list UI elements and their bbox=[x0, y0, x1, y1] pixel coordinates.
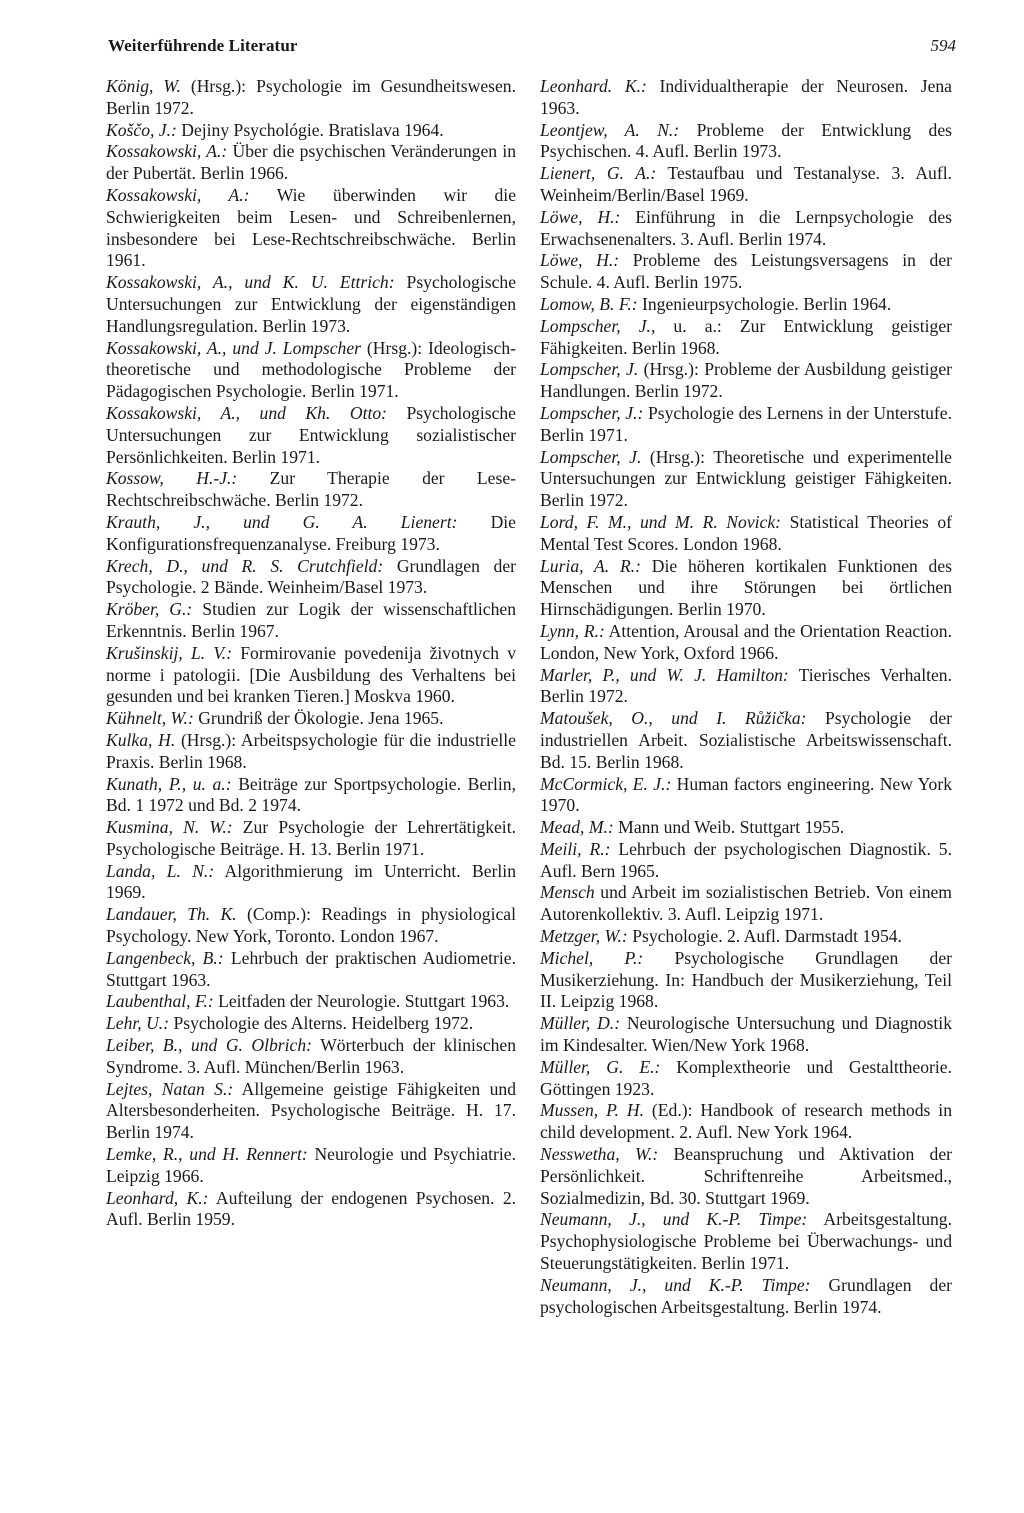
entry-author: Kusmina, N. W.: bbox=[106, 817, 233, 838]
bibliography-entry bbox=[540, 839, 952, 883]
entry-author: Müller, G. E.: bbox=[540, 1056, 661, 1077]
bibliography-entry bbox=[540, 708, 952, 773]
entry-text: (Hrsg.): Probleme der Ausbildung geistiger Handlungen. Berlin 1972. bbox=[540, 359, 952, 402]
bibliography-entry bbox=[106, 643, 516, 708]
bibliography-entry bbox=[540, 1057, 952, 1101]
entry-author: Lehr, U.: bbox=[106, 1013, 170, 1034]
bibliography-entry bbox=[106, 1079, 516, 1144]
bibliography-entry bbox=[106, 1144, 516, 1188]
bibliography-entry bbox=[106, 468, 516, 512]
entry-author: Lejtes, Natan S.: bbox=[106, 1078, 234, 1099]
bibliography-entry bbox=[106, 185, 516, 272]
bibliography-entry bbox=[540, 774, 952, 818]
bibliography-entry bbox=[540, 120, 952, 164]
entry-author: Nesswetha, W.: bbox=[540, 1144, 659, 1165]
bibliography-entry bbox=[540, 926, 952, 948]
bibliography-entry bbox=[106, 556, 516, 600]
entry-text: Grundlagen der Psychologie. 2 Bände. Weinheim/Basel 1973. bbox=[106, 555, 516, 598]
bibliography-entry bbox=[540, 882, 952, 926]
bibliography-left-column bbox=[106, 76, 516, 1231]
entry-text: Aufteilung der endogenen Psychosen. 2. Aufl. Berlin 1959. bbox=[106, 1187, 517, 1230]
entry-author: Neumann, J., und K.-P. Timpe: bbox=[540, 1209, 808, 1230]
entry-text: (Hrsg.): Theoretische und experimentelle Untersuchungen zur Entwicklung geistiger Fähigkeiten. Berlin 1972. bbox=[540, 446, 952, 511]
entry-text: (Ed.): Handbook of research methods in child development. 2. Aufl. New York 1964. bbox=[540, 1100, 952, 1143]
bibliography-entry bbox=[106, 141, 516, 185]
entry-text: Wörterbuch der klinischen Syndrome. 3. Aufl. München/Berlin 1963. bbox=[106, 1035, 516, 1077]
entry-author: Krech, D., und R. S. Crutchfield: bbox=[106, 555, 384, 576]
entry-author: Laubenthal, F.: bbox=[106, 991, 214, 1012]
entry-author: Lord, F. M., und M. R. Novick: bbox=[540, 511, 781, 532]
entry-text: Beiträge zur Sportpsychologie. Berlin, Bd. 1 1972 und Bd. 2 1974. bbox=[106, 773, 516, 816]
entry-author: Kossakowski, A., und J. Lompscher bbox=[106, 337, 361, 358]
bibliography-entry bbox=[540, 403, 952, 447]
bibliography-entry bbox=[106, 512, 516, 556]
entry-text: Wie überwinden wir die Schwierigkeiten beim Lesen- und Schreibenlernen, insbesondere bei Lese-Rechtschreibschwäche. Berlin 1961. bbox=[106, 184, 516, 271]
bibliography-entry bbox=[540, 817, 952, 839]
entry-author: Michel, P.: bbox=[540, 947, 644, 968]
bibliography-entry bbox=[106, 120, 516, 142]
bibliography-entry bbox=[540, 1100, 952, 1144]
entry-author: Mensch bbox=[540, 882, 595, 903]
bibliography-entry bbox=[540, 207, 952, 251]
bibliography-entry bbox=[540, 1013, 952, 1057]
entry-author: Kulka, H. bbox=[106, 729, 176, 750]
entry-author: Kossakowski, A.: bbox=[106, 184, 250, 205]
bibliography-entry bbox=[540, 250, 952, 294]
entry-author: Kröber, G.: bbox=[106, 599, 193, 620]
bibliography-entry bbox=[106, 861, 516, 905]
entry-text: Über die psychischen Veränderungen in der Pubertät. Berlin 1966. bbox=[106, 141, 517, 184]
entry-author: Leonhard. K.: bbox=[540, 76, 647, 96]
entry-text: und Arbeit im sozialistischen Betrieb. Von einem Autorenkollektiv. 3. Aufl. Leipzig 1971. bbox=[540, 882, 952, 925]
bibliography-entry bbox=[106, 1035, 516, 1079]
bibliography-entry bbox=[106, 991, 516, 1013]
bibliography-entry bbox=[106, 599, 516, 643]
bibliography-entry bbox=[540, 1275, 952, 1319]
entry-author: Kossakowski, A.: bbox=[106, 141, 228, 162]
entry-author: Lompscher, J. bbox=[540, 446, 642, 467]
entry-text: Probleme der Entwicklung des Psychischen. 4. Aufl. Berlin 1973. bbox=[540, 119, 953, 162]
entry-author: McCormick, E. J.: bbox=[540, 773, 672, 794]
entry-text: u. a.: Zur Entwicklung geistiger Fähigkeiten. Berlin 1968. bbox=[540, 315, 952, 358]
bibliography-entry bbox=[106, 272, 516, 337]
entry-author: Landa, L. N.: bbox=[106, 860, 215, 881]
entry-text: Tierisches Verhalten. Berlin 1972. bbox=[540, 664, 952, 707]
bibliography-entry bbox=[540, 1144, 952, 1209]
bibliography-entry bbox=[106, 338, 516, 403]
entry-text: Statistical Theories of Mental Test Scores. London 1968. bbox=[540, 511, 952, 554]
bibliography-entry bbox=[106, 948, 516, 992]
entry-text: Psychologische Grundlagen der Musikerziehung. In: Handbuch der Musikerziehung, Teil II. Leipzig 1968. bbox=[540, 947, 952, 1012]
entry-text: Einführung in die Lernpsychologie des Erwachsenenalters. 3. Aufl. Berlin 1974. bbox=[540, 206, 952, 249]
entry-author: Meili, R.: bbox=[540, 838, 611, 859]
bibliography-right-column bbox=[540, 76, 952, 1318]
entry-author: Kossakowski, A., und K. U. Ettrich: bbox=[106, 272, 395, 293]
page-number: 594 bbox=[930, 36, 956, 55]
bibliography-entry bbox=[540, 294, 952, 316]
entry-text: Leitfaden der Neurologie. Stuttgart 1963. bbox=[213, 991, 510, 1012]
entry-author: Lompscher, J.: bbox=[540, 402, 644, 423]
entry-author: Kunath, P., u. a.: bbox=[106, 773, 232, 794]
bibliography-entry bbox=[106, 76, 516, 120]
bibliography-entry bbox=[106, 403, 516, 468]
entry-author: Lompscher, J. bbox=[540, 359, 639, 380]
entry-author: Lemke, R., und H. Rennert: bbox=[106, 1144, 308, 1165]
entry-author: Marler, P., und W. J. Hamilton: bbox=[540, 664, 789, 685]
entry-text: Psychologische Untersuchungen zur Entwicklung der eigenständigen Handlungsregulation. Berlin 1973. bbox=[106, 272, 516, 336]
entry-text: Grundriß der Ökologie. Jena 1965. bbox=[193, 708, 444, 729]
entry-text: (Comp.): Readings in physiological Psychology. New York, Toronto. London 1967. bbox=[106, 904, 516, 947]
bibliography-entry bbox=[540, 556, 952, 621]
bibliography-entry bbox=[106, 708, 516, 730]
entry-text: Psychologie des Alterns. Heidelberg 1972. bbox=[169, 1013, 474, 1034]
entry-author: Landauer, Th. K. bbox=[106, 904, 237, 925]
entry-text: Probleme des Leistungsversagens in der Schule. 4. Aufl. Berlin 1975. bbox=[540, 250, 952, 293]
entry-text: Arbeitsgestaltung. Psychophysiologische Probleme bei Überwachungs- und Steuerungstätigkeiten. Berlin 1971. bbox=[540, 1209, 952, 1274]
bibliography-entry bbox=[540, 359, 952, 403]
entry-author: Matoušek, O., und I. Růžička: bbox=[540, 708, 807, 729]
bibliography-entry bbox=[540, 447, 952, 512]
entry-text: Attention, Arousal and the Orientation Reaction. London, New York, Oxford 1966. bbox=[540, 620, 952, 663]
bibliography-entry bbox=[106, 817, 516, 861]
entry-text: Human factors engineering. New York 1970. bbox=[540, 773, 952, 816]
bibliography-entry bbox=[106, 730, 516, 774]
entry-author: Mussen, P. H. bbox=[540, 1100, 644, 1121]
bibliography-entry bbox=[540, 76, 952, 120]
bibliography-entry bbox=[106, 774, 516, 818]
entry-author: Mead, M.: bbox=[540, 817, 614, 838]
bibliography-entry bbox=[106, 1188, 516, 1232]
entry-text: Neurologie und Psychiatrie. Leipzig 1966. bbox=[106, 1144, 516, 1186]
entry-author: Löwe, H.: bbox=[540, 206, 621, 227]
entry-text: Allgemeine geistige Fähigkeiten und Altersbesonderheiten. Psychologische Beiträge. H. 17. Berlin 1974. bbox=[106, 1078, 516, 1143]
entry-author: Kossakowski, A., und Kh. Otto: bbox=[106, 402, 388, 423]
entry-author: Leonhard, K.: bbox=[106, 1187, 209, 1208]
entry-text: Lehrbuch der praktischen Audiometrie. Stuttgart 1963. bbox=[106, 947, 516, 990]
entry-text: Komplextheorie und Gestalttheorie. Göttingen 1923. bbox=[540, 1056, 952, 1099]
entry-author: Lynn, R.: bbox=[540, 620, 605, 641]
running-title: Weiterführende Literatur bbox=[108, 36, 298, 55]
bibliography-entry bbox=[106, 1013, 516, 1035]
entry-text: Lehrbuch der psychologischen Diagnostik. 5. Aufl. Bern 1965. bbox=[540, 838, 952, 881]
entry-author: Lienert, G. A.: bbox=[540, 163, 657, 184]
entry-author: Krušinskij, L. V.: bbox=[106, 642, 233, 663]
bibliography-entry bbox=[540, 163, 952, 207]
bibliography-entry bbox=[106, 904, 516, 948]
entry-author: Lompscher, J., bbox=[540, 315, 656, 336]
entry-text: Psychologie. 2. Aufl. Darmstadt 1954. bbox=[627, 926, 902, 947]
entry-text: Individualtherapie der Neurosen. Jena 1963. bbox=[540, 76, 952, 118]
entry-author: Metzger, W.: bbox=[540, 926, 628, 947]
entry-author: Krauth, J., und G. A. Lienert: bbox=[106, 511, 458, 532]
entry-text: Beanspruchung und Aktivation der Persönlichkeit. Schriftenreihe Arbeitsmed., Sozialmedizin, Bd. 30. Stuttgart 1969. bbox=[540, 1144, 952, 1208]
entry-text: Zur Therapie der Lese-Rechtschreibschwäche. Berlin 1972. bbox=[106, 468, 516, 511]
entry-text: Studien zur Logik der wissenschaftlichen Erkenntnis. Berlin 1967. bbox=[106, 599, 516, 641]
bibliography-entry bbox=[540, 948, 952, 1013]
entry-author: Langenbeck, B.: bbox=[106, 947, 224, 968]
entry-author: Neumann, J., und K.-P. Timpe: bbox=[540, 1274, 811, 1295]
entry-author: Löwe, H.: bbox=[540, 250, 620, 271]
entry-author: Leiber, B., und G. Olbrich: bbox=[106, 1035, 313, 1056]
entry-text: (Hrsg.): Ideologisch-theoretische und methodologische Probleme der Pädagogischen Psychologie. Berlin 1971. bbox=[106, 337, 516, 402]
entry-text: Psychologie des Lernens in der Unterstufe. Berlin 1971. bbox=[540, 402, 952, 445]
entry-author: Luria, A. R.: bbox=[540, 555, 641, 576]
entry-author: Kühnelt, W.: bbox=[106, 708, 194, 729]
entry-author: Kossow, H.-J.: bbox=[106, 468, 238, 489]
entry-text: (Hrsg.): Psychologie im Gesundheitswesen. Berlin 1972. bbox=[106, 76, 516, 118]
entry-text: Neurologische Untersuchung und Diagnostik im Kindesalter. Wien/New York 1968. bbox=[540, 1013, 952, 1056]
entry-text: (Hrsg.): Arbeitspsychologie für die industrielle Praxis. Berlin 1968. bbox=[106, 729, 516, 772]
entry-text: Dejiny Psychológie. Bratislava 1964. bbox=[176, 119, 444, 140]
entry-text: Ingenieurpsychologie. Berlin 1964. bbox=[637, 293, 892, 314]
entry-text: Mann und Weib. Stuttgart 1955. bbox=[613, 817, 845, 838]
entry-text: Psychologische Untersuchungen zur Entwicklung sozialistischer Persönlichkeiten. Berlin 1971. bbox=[106, 402, 516, 467]
bibliography-entry bbox=[540, 665, 952, 709]
entry-author: Müller, D.: bbox=[540, 1013, 621, 1034]
entry-text: Die höheren kortikalen Funktionen des Menschen und ihre Störungen bei örtlichen Hirnschädigungen. Berlin 1970. bbox=[540, 555, 953, 620]
bibliography-entry bbox=[540, 316, 952, 360]
bibliography-entry bbox=[540, 512, 952, 556]
bibliography-entry bbox=[540, 1209, 952, 1274]
entry-text: Algorithmierung im Unterricht. Berlin 1969. bbox=[106, 860, 516, 903]
entry-author: Leontjew, A. N.: bbox=[540, 119, 680, 140]
entry-text: Die Konfigurationsfrequenzanalyse. Freiburg 1973. bbox=[106, 511, 516, 554]
entry-text: Formirovanie povedenija životnych v norme i patologii. [Die Ausbildung des Verhaltens bei gesunden und bei kranken Tieren.] Moskva 1960. bbox=[106, 642, 516, 707]
entry-text: Zur Psychologie der Lehrertätigkeit. Psychologische Beiträge. H. 13. Berlin 1971. bbox=[106, 817, 516, 859]
entry-text: Psychologie der industriellen Arbeit. Sozialistische Arbeitswissenschaft. Bd. 15. Berlin 1968. bbox=[540, 708, 952, 772]
entry-author: König, W. bbox=[106, 76, 181, 96]
entry-author: Lomow, B. F.: bbox=[540, 293, 638, 314]
entry-author: Koščo, J.: bbox=[106, 119, 177, 140]
entry-text: Testaufbau und Testanalyse. 3. Aufl. Weinheim/Berlin/Basel 1969. bbox=[540, 163, 952, 205]
entry-text: Grundlagen der psychologischen Arbeitsgestaltung. Berlin 1974. bbox=[540, 1274, 952, 1317]
bibliography-entry bbox=[540, 621, 952, 665]
